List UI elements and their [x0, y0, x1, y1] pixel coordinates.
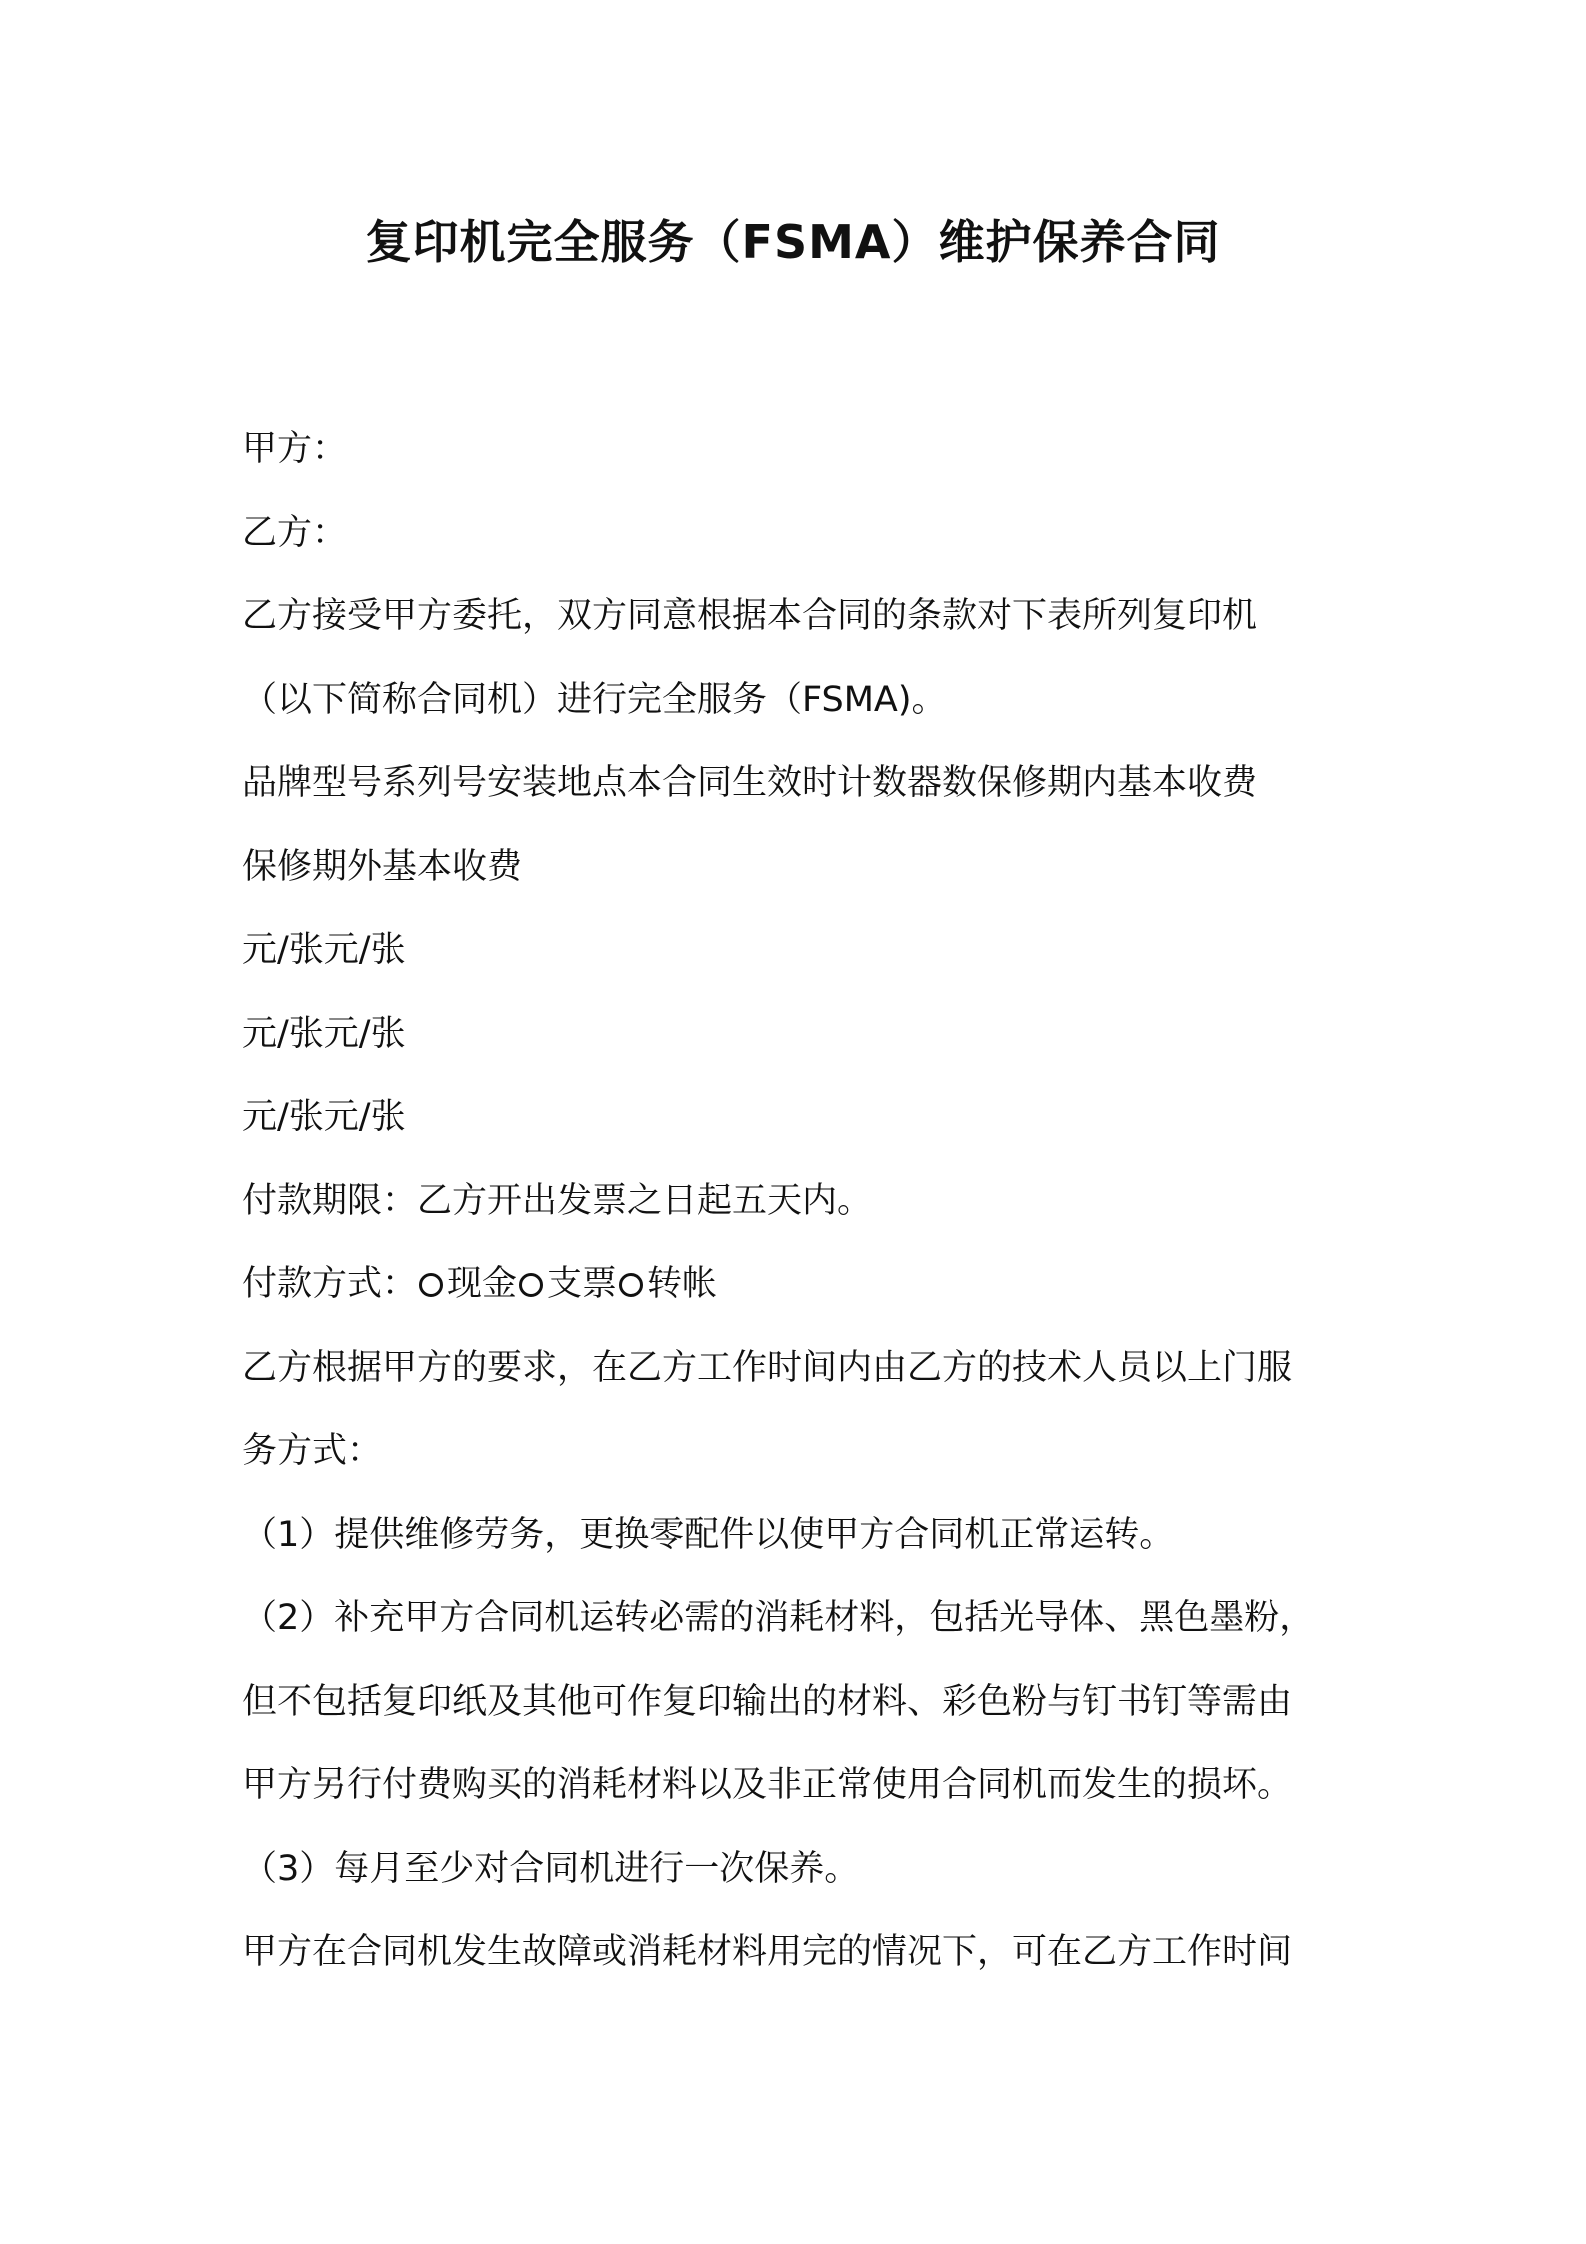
- payment-term: 付款期限：乙方开出发票之日起五天内。: [242, 1180, 873, 1221]
- service-item-1: （1）提供维修劳务，更换零配件以使甲方合同机正常运转。: [242, 1514, 1175, 1555]
- price-row-2: 元/张元/张: [242, 1013, 406, 1054]
- payment-option-check: 支票: [547, 1264, 618, 1304]
- fault-line-1: 甲方在合同机发生故障或消耗材料用完的情况下，可在乙方工作时间: [242, 1932, 1293, 1972]
- payment-method-label: 付款方式：: [242, 1264, 418, 1304]
- intro-line-1: 乙方接受甲方委托，双方同意根据本合同的条款对下表所列复印机: [242, 596, 1258, 636]
- payment-option-transfer: 转帐: [647, 1264, 718, 1304]
- service-item-2-line-3: 甲方另行付费购买的消耗材料以及非正常使用合同机而发生的损坏。: [242, 1765, 1293, 1805]
- price-row-1: 元/张元/张: [242, 930, 406, 970]
- party-a-label: 甲方：: [242, 429, 348, 469]
- service-item-2-line-2: 但不包括复印纸及其他可作复印输出的材料、彩色粉与钉书钉等需由: [242, 1681, 1293, 1722]
- document-title: 复印机完全服务（FSMA）维护保养合同: [365, 215, 1221, 269]
- service-line-1: 乙方根据甲方的要求，在乙方工作时间内由乙方的技术人员以上门服: [242, 1347, 1293, 1388]
- payment-method: [242, 1243, 1372, 1327]
- intro-line-2: （以下简称合同机）进行完全服务（FSMA)。: [242, 679, 947, 720]
- cash-radio-icon[interactable]: [419, 1273, 443, 1297]
- party-b-label: 乙方：: [242, 512, 348, 553]
- service-item-2-line-1: （2）补充甲方合同机运转必需的消耗材料，包括光导体、黑色墨粉，: [242, 1598, 1315, 1638]
- payment-option-cash: 现金: [447, 1264, 518, 1304]
- check-radio-icon[interactable]: [519, 1273, 543, 1297]
- service-item-3: （3）每月至少对合同机进行一次保养。: [242, 1848, 860, 1889]
- document-body: [242, 408, 1372, 1995]
- table-header-line-2: 保修期外基本收费: [242, 846, 523, 887]
- service-line-2: 务方式：: [242, 1431, 383, 1471]
- transfer-radio-icon[interactable]: [619, 1273, 643, 1297]
- table-header-line-1: 品牌型号系列号安装地点本合同生效时计数器数保修期内基本收费: [242, 763, 1258, 803]
- price-row-3: 元/张元/张: [242, 1097, 406, 1137]
